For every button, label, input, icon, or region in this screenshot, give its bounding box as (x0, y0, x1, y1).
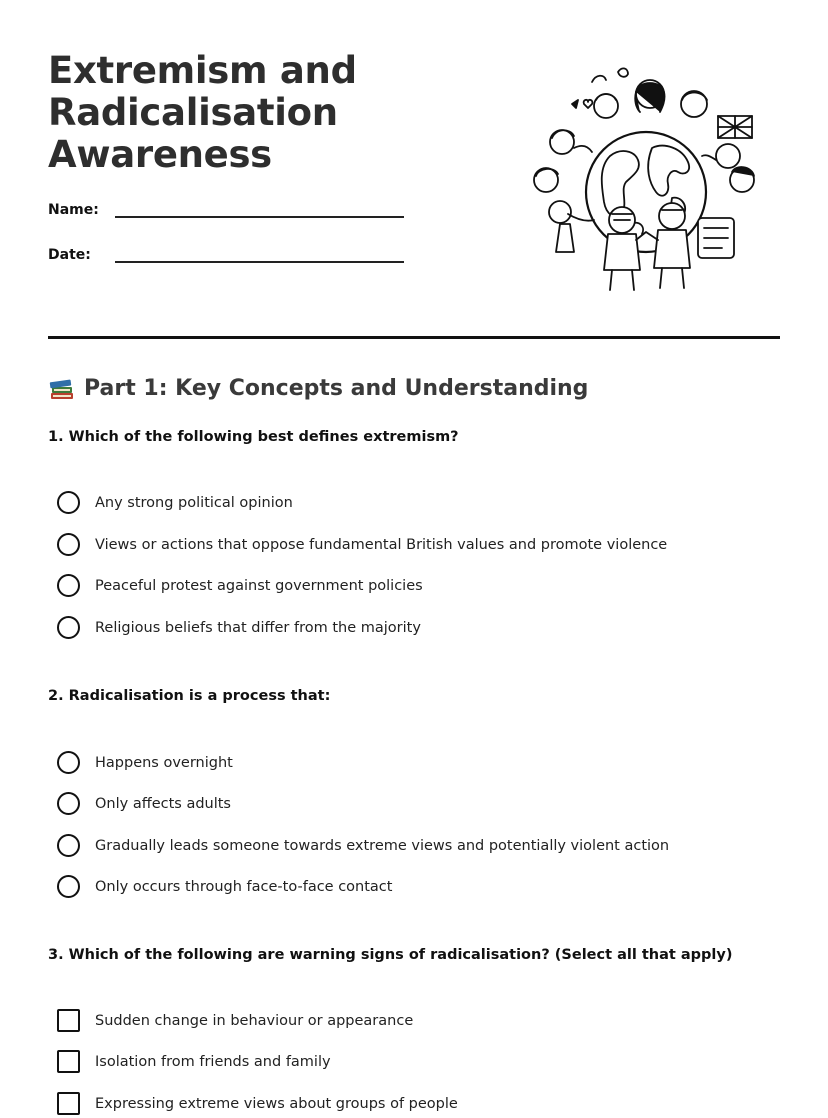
checkbox[interactable] (57, 1092, 80, 1115)
q1-option-2[interactable] (57, 533, 667, 556)
section-heading-part1 (48, 374, 588, 402)
books-icon (48, 374, 76, 402)
option-label: Any strong political opinion (95, 494, 293, 511)
checkbox[interactable] (57, 1050, 80, 1073)
date-field (48, 247, 404, 263)
option-label: Only affects adults (95, 795, 231, 812)
radio-button[interactable] (57, 616, 80, 639)
q2-option-4[interactable] (57, 875, 392, 898)
date-input-line[interactable] (115, 247, 404, 263)
name-input-line[interactable] (115, 202, 404, 218)
option-label: Only occurs through face-to-face contact (95, 878, 393, 895)
option-label: Sudden change in behaviour or appearance (95, 1012, 414, 1029)
children-around-globe-illustration (522, 64, 762, 298)
q3-option-1[interactable] (57, 1009, 413, 1032)
option-label: Happens overnight (95, 754, 233, 771)
option-label: Views or actions that oppose fundamental British values and promote violence (95, 536, 668, 553)
option-label: Isolation from friends and family (95, 1053, 331, 1070)
section-heading-text: Part 1: Key Concepts and Understanding (84, 375, 589, 401)
q2-option-2[interactable] (57, 792, 231, 815)
option-label: Expressing extreme views about groups of people (95, 1095, 458, 1112)
q2-option-3[interactable] (57, 834, 669, 857)
question-2: 2. Radicalisation is a process that: (48, 688, 331, 704)
q3-option-3[interactable] (57, 1092, 458, 1115)
radio-button[interactable] (57, 875, 80, 898)
q1-option-1[interactable] (57, 491, 293, 514)
name-label: Name: (48, 202, 99, 218)
radio-button[interactable] (57, 533, 80, 556)
question-1: 1. Which of the following best defines extremism? (48, 429, 459, 445)
question-3: 3. Which of the following are warning signs of radicalisation? (Select all that apply) (48, 947, 733, 963)
radio-button[interactable] (57, 834, 80, 857)
date-label: Date: (48, 247, 91, 263)
section-divider (48, 336, 780, 339)
checkbox[interactable] (57, 1009, 80, 1032)
radio-button[interactable] (57, 574, 80, 597)
q2-option-1[interactable] (57, 751, 233, 774)
name-field (48, 202, 404, 218)
q1-option-3[interactable] (57, 574, 423, 597)
page-title: Extremism and Radicalisation Awareness (48, 49, 357, 176)
q3-option-2[interactable] (57, 1050, 331, 1073)
option-label: Religious beliefs that differ from the majority (95, 619, 421, 636)
radio-button[interactable] (57, 491, 80, 514)
option-label: Gradually leads someone towards extreme views and potentially violent action (95, 837, 670, 854)
radio-button[interactable] (57, 792, 80, 815)
q1-option-4[interactable] (57, 616, 421, 639)
radio-button[interactable] (57, 751, 80, 774)
option-label: Peaceful protest against government policies (95, 577, 423, 594)
